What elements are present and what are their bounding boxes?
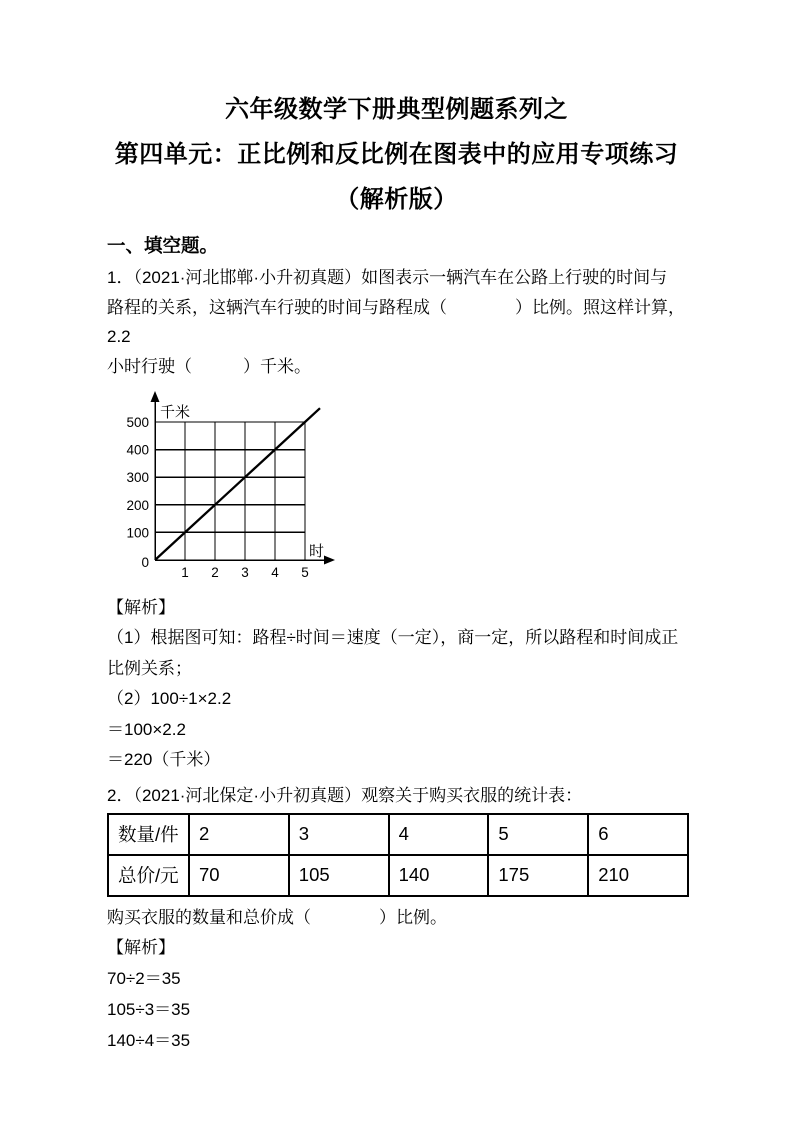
question-1-analysis bbox=[107, 593, 686, 776]
table-cell: 2 bbox=[189, 814, 289, 855]
section-heading-fill-in-blanks: 一、填空题。 bbox=[107, 235, 219, 256]
title-line-2: 第四单元：正比例和反比例在图表中的应用专项练习 bbox=[114, 141, 679, 168]
table-cell: 175 bbox=[488, 855, 588, 896]
table-cell: 210 bbox=[588, 855, 688, 896]
q2-analysis-label: 【解析】 bbox=[107, 937, 175, 957]
table-cell: 6 bbox=[588, 814, 688, 855]
svg-text:千米: 千米 bbox=[160, 404, 191, 421]
table-cell: 3 bbox=[289, 814, 389, 855]
q2-analysis-line-1: 70÷2＝35 bbox=[107, 968, 181, 988]
table-cell: 5 bbox=[488, 814, 588, 855]
table-cell: 总价/元 bbox=[108, 855, 189, 896]
q1-analysis-line-1: （1）根据图可知：路程÷时间＝速度（一定），商一定，所以路程和时间成正 bbox=[107, 628, 679, 647]
question-2-intro: 2．（2021·河北保定·小升初真题）观察关于购买衣服的统计表： bbox=[107, 785, 583, 805]
question-2-blank-line: 购买衣服的数量和总价成（ ）比例。 bbox=[107, 907, 447, 927]
page-content bbox=[0, 87, 793, 1056]
svg-text:500: 500 bbox=[126, 415, 149, 430]
q1-analysis-label: 【解析】 bbox=[107, 598, 175, 617]
q1-analysis-line-5: ＝220（千米） bbox=[107, 750, 221, 769]
svg-text:1: 1 bbox=[181, 565, 189, 580]
table-row-quantity bbox=[108, 814, 688, 855]
svg-text:0: 0 bbox=[141, 555, 149, 570]
q1-analysis-line-2: 比例关系； bbox=[107, 658, 192, 678]
q2-statistics-table bbox=[107, 813, 689, 897]
table-cell: 70 bbox=[189, 855, 289, 896]
title-line-1: 六年级数学下册典型例题系列之 bbox=[225, 96, 568, 123]
table-row-total-price bbox=[108, 855, 688, 896]
table-cell: 数量/件 bbox=[108, 814, 189, 855]
title-line-3: （解析版） bbox=[335, 186, 458, 213]
q1-analysis-line-4: ＝100×2.2 bbox=[107, 719, 186, 739]
q1-chart bbox=[118, 391, 348, 587]
q1-chart-svg bbox=[118, 391, 348, 587]
svg-text:时: 时 bbox=[309, 543, 325, 560]
table-cell: 105 bbox=[289, 855, 389, 896]
svg-text:300: 300 bbox=[126, 470, 149, 486]
question-2-analysis bbox=[107, 933, 686, 1056]
q1-analysis-line-3: （2）100÷1×2.2 bbox=[107, 689, 232, 708]
svg-text:200: 200 bbox=[126, 497, 149, 513]
svg-text:400: 400 bbox=[126, 442, 149, 458]
svg-text:100: 100 bbox=[126, 525, 149, 541]
svg-text:4: 4 bbox=[271, 565, 279, 580]
svg-text:3: 3 bbox=[241, 565, 249, 580]
svg-text:2: 2 bbox=[211, 565, 219, 580]
question-1-line-1: 1．（2021·河北邯郸·小升初真题）如图表示一辆汽车在公路上行驶的时间与 bbox=[107, 268, 668, 287]
q2-analysis-line-3: 140÷4＝35 bbox=[107, 1030, 191, 1050]
question-1-line-2: 路程的关系，这辆汽车行驶的时间与路程成（ ）比例。照这样计算，2.2 bbox=[107, 297, 685, 346]
question-1-line-3: 小时行驶（ ）千米。 bbox=[107, 356, 311, 376]
question-1-text bbox=[107, 263, 686, 381]
table-cell: 140 bbox=[389, 855, 489, 896]
table-cell: 4 bbox=[389, 814, 489, 855]
svg-text:5: 5 bbox=[301, 565, 309, 580]
q2-analysis-line-2: 105÷3＝35 bbox=[107, 999, 191, 1019]
document-title bbox=[107, 87, 686, 222]
